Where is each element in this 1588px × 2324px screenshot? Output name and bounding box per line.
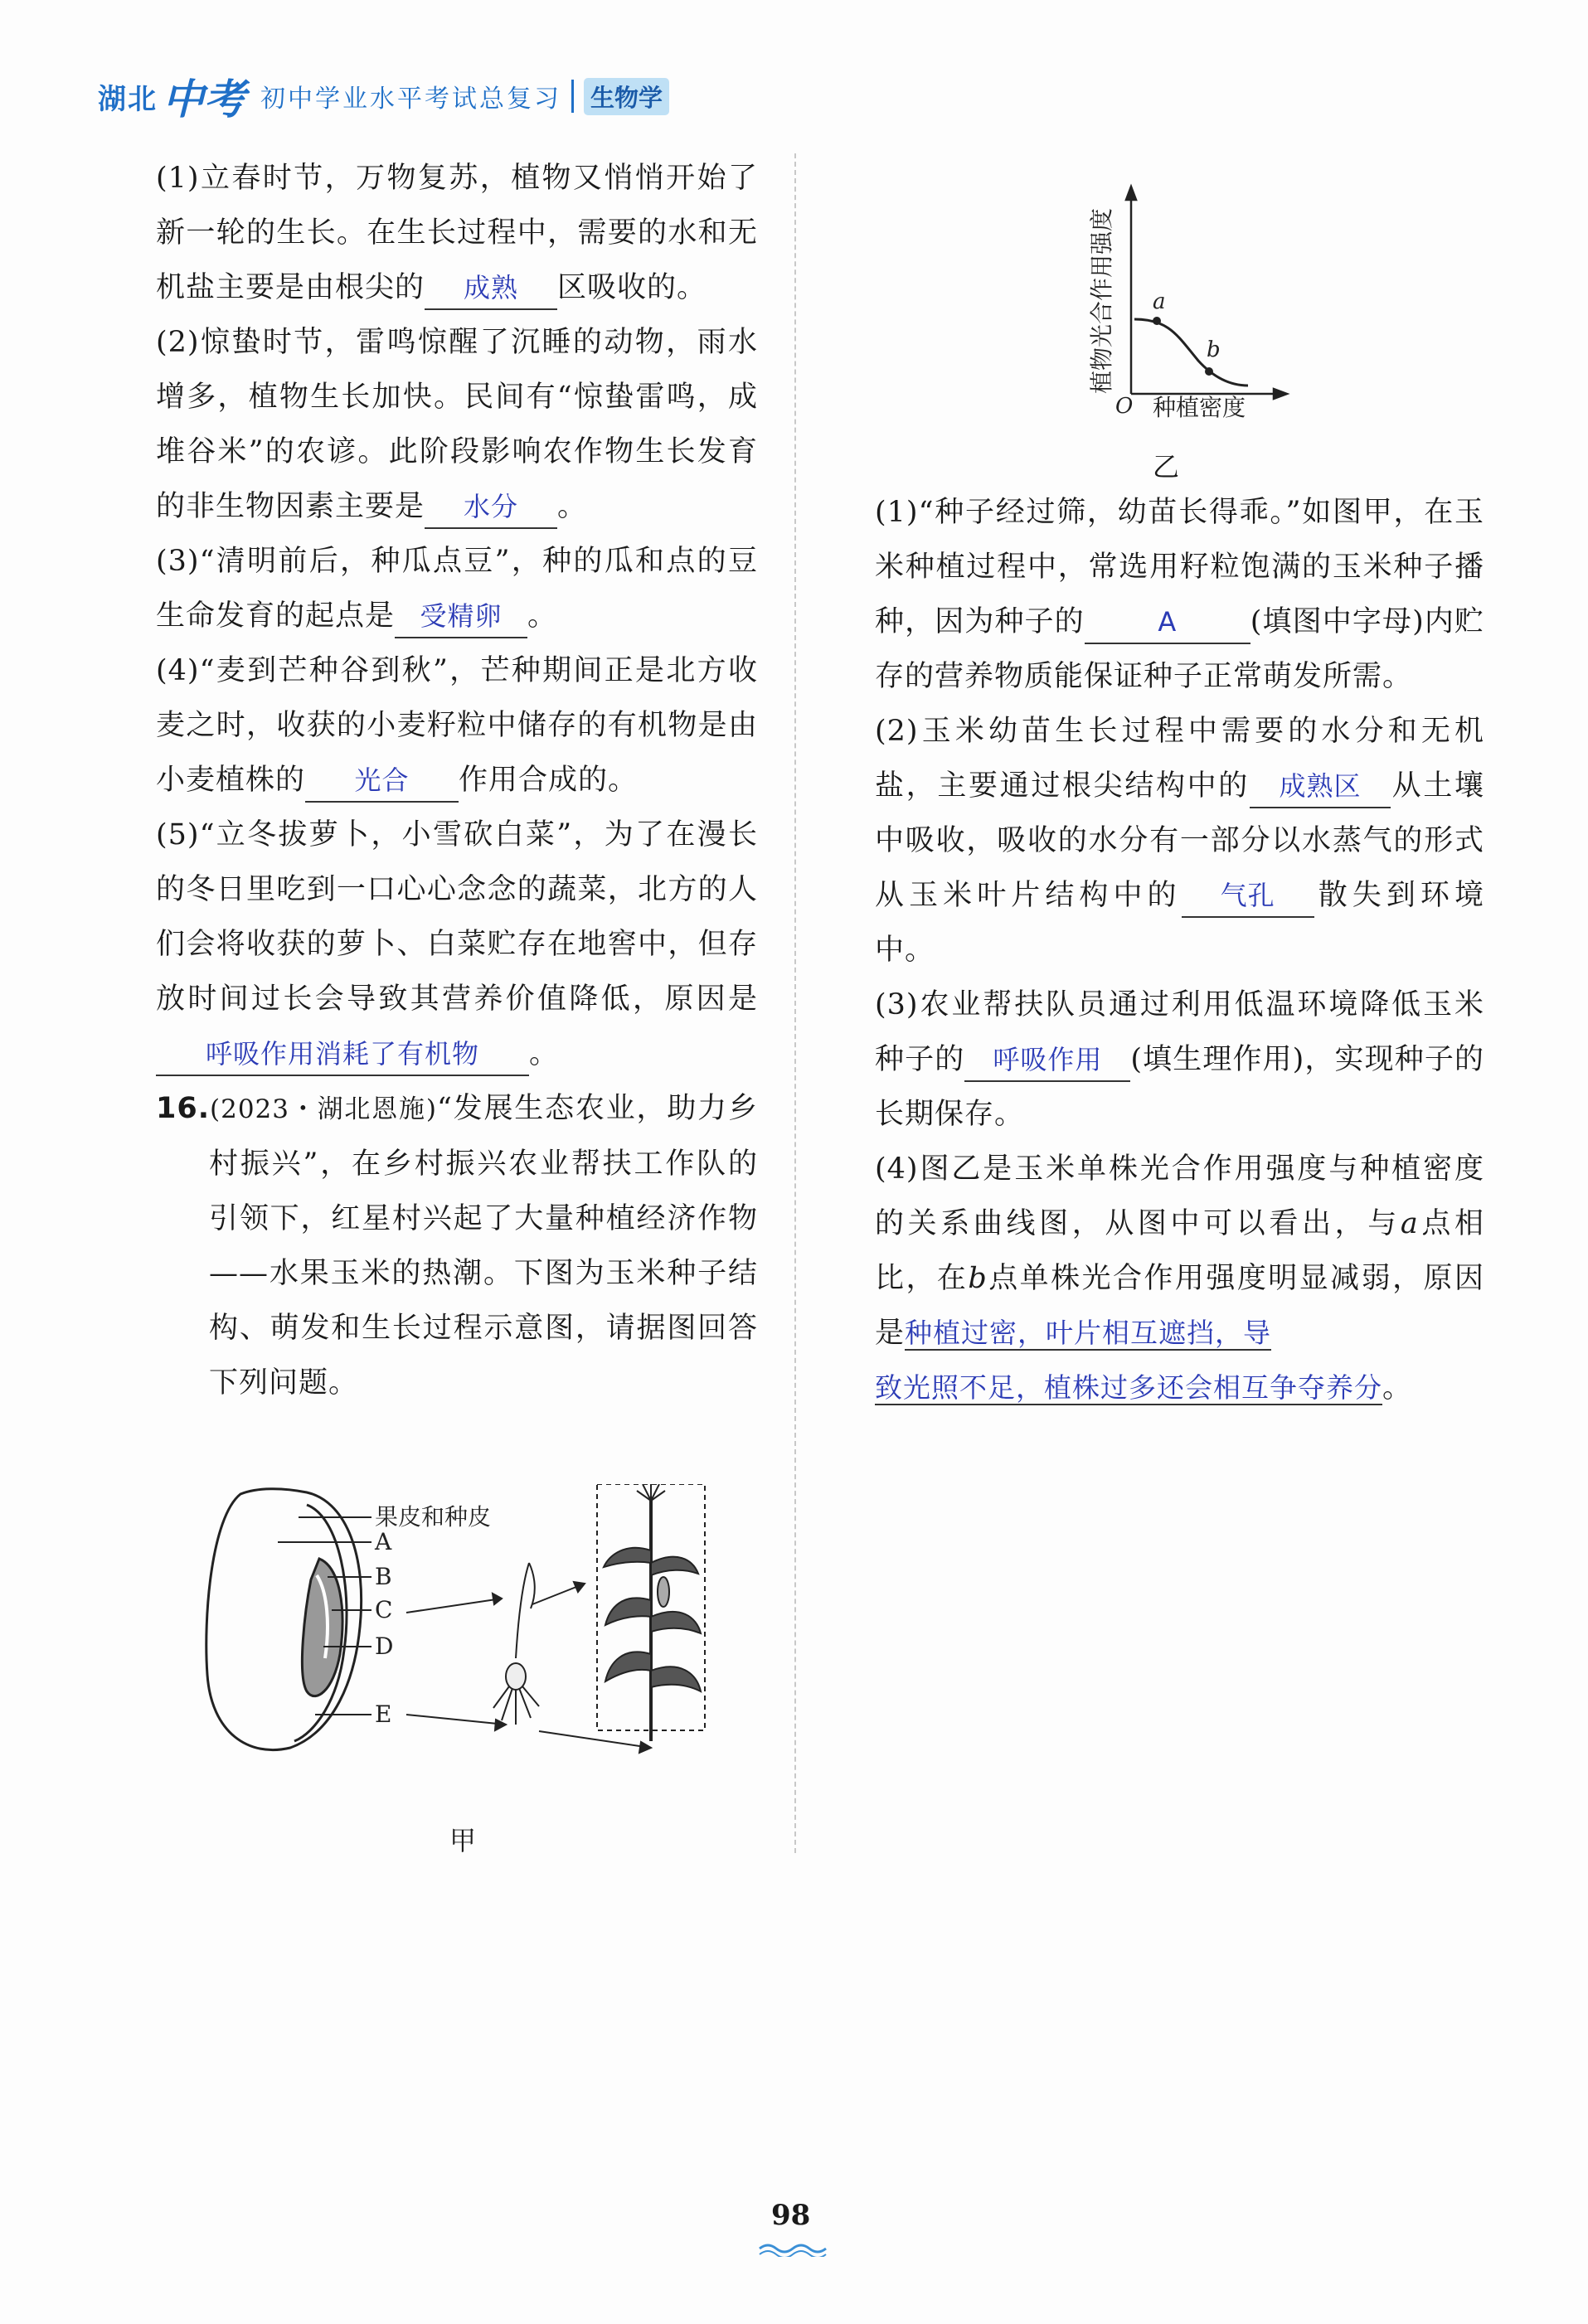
label-point-a: a — [1153, 289, 1166, 314]
column-divider — [794, 153, 796, 1853]
answer-blank: 水分 — [425, 486, 557, 529]
subject-badge: 生物学 — [584, 78, 669, 115]
point-b — [1205, 367, 1213, 376]
point-a — [1153, 317, 1161, 325]
answer-blank: 成熟区 — [1250, 765, 1391, 808]
figure-yi-caption: 乙 — [1153, 451, 1180, 483]
header-divider — [571, 80, 574, 113]
right-column — [875, 485, 1484, 1415]
answer-blank-line-2: 致光照不足，植株过多还会相互争夺养分 — [875, 1371, 1382, 1404]
page-header — [98, 71, 669, 124]
label-D: D — [375, 1633, 394, 1660]
brand-region: 湖北 — [98, 82, 158, 116]
embryo — [302, 1559, 342, 1696]
answer-blank: 气孔 — [1182, 875, 1314, 918]
label-E: E — [375, 1701, 392, 1728]
question-3: (3)“清明前后，种瓜点豆”，种的瓜和点的豆生命发育的起点是 受精卵 。 — [156, 534, 758, 643]
figure-jia-caption: 甲 — [449, 1825, 477, 1856]
label-B: B — [375, 1563, 392, 1590]
question-5: (5)“立冬拔萝卜，小雪砍白菜”，为了在漫长的冬日里吃到一口心心念念的蔬菜，北方的人们会将收获的萝卜、白菜贮存在地窖中，但存放时间过长会导致其营养价值降低，原因是呼吸作用消耗了有机物 。 — [156, 808, 758, 1081]
page-number-wave — [758, 2240, 833, 2257]
question-16: 16.(2023・湖北恩施)“发展生态农业，助力乡村振兴”，在乡村振兴农业帮扶工作队的引领下，红星村兴起了大量种植经济作物——水果玉米的热潮。下图为玉米种子结构、萌发和生长过程示意图，请据图回答下列问题。 — [156, 1092, 758, 1400]
origin-label: O — [1115, 394, 1134, 419]
series-title: 初中学业水平考试总复习 — [260, 85, 561, 114]
label-pericarp: 果皮和种皮 — [375, 1503, 492, 1531]
label-C: C — [375, 1596, 393, 1623]
answer-blank: 呼吸作用消耗了有机物 — [156, 1033, 529, 1076]
question-source: (2023・湖北恩施) — [210, 1094, 437, 1124]
seedling — [493, 1563, 539, 1725]
part-2: (2)玉米幼苗生长过程中需要的水分和无机盐，主要通过根尖结构中的 成熟区 从土壤中吸收，吸收的水分有一部分以水蒸气的形式从玉米叶片结构中的 气孔 散失到环境中。 — [875, 715, 1484, 967]
part-4: (4)图乙是玉米单株光合作用强度与种植密度的关系曲线图，从图中可以看出，与a点相比，在b点单株光合作用强度明显减弱，原因是种植过密，叶片相互遮挡，导 致光照不足，植株过多还会相互争夺养分。 — [875, 1152, 1484, 1405]
question-4: (4)“麦到芒种谷到秋”，芒种期间正是北方收麦之时，收获的小麦籽粒中储存的有机物是由小麦植株的 光合 作用合成的。 — [156, 643, 758, 808]
answer-blank-line-1: 种植过密，叶片相互遮挡，导 — [905, 1317, 1272, 1349]
question-number: 16. — [156, 1092, 211, 1125]
brand-exam: 中考 — [163, 75, 245, 124]
curve — [1134, 319, 1248, 386]
figure-photosynthesis-density-graph — [1070, 153, 1310, 435]
y-axis-label: 植物光合作用强度 — [1088, 207, 1115, 394]
label-point-b: b — [1207, 337, 1221, 362]
part-3: (3)农业帮扶队员通过利用低温环境降低玉米种子的 呼吸作用 (填生理作用)，实现种子的长期保存。 — [875, 988, 1484, 1131]
question-2: (2)惊蛰时节，雷鸣惊醒了沉睡的动物，雨水增多，植物生长加快。民间有“惊蛰雷鸣，成堆谷米”的农谚。此阶段影响农作物生长发育的非生物因素主要是 水分 。 — [156, 315, 758, 534]
page-number: 98 — [771, 2199, 811, 2232]
label-A: A — [375, 1528, 392, 1555]
answer-blank: 光合 — [305, 759, 459, 803]
figure-corn-seed-diagram — [191, 1484, 738, 1766]
part-1: (1)“种子经过筛，幼苗长得乖。”如图甲，在玉米种植过程中，常选用籽粒饱满的玉米种子播种，因为种子的 A (填图中字母)内贮存的营养物质能保证种子正常萌发所需。 — [875, 496, 1484, 693]
answer-blank: 成熟 — [425, 267, 557, 310]
corn-plant — [604, 1484, 701, 1741]
left-column — [156, 151, 758, 1410]
answer-blank: 受精卵 — [395, 595, 527, 638]
x-axis-label: 种植密度 — [1153, 394, 1246, 421]
answer-blank: 呼吸作用 — [964, 1039, 1130, 1082]
question-1: (1)立春时节，万物复苏，植物又悄悄开始了新一轮的生长。在生长过程中，需要的水和无机盐主要是由根尖的 成熟 区吸收的。 — [156, 151, 758, 315]
answer-blank: A — [1085, 601, 1250, 644]
